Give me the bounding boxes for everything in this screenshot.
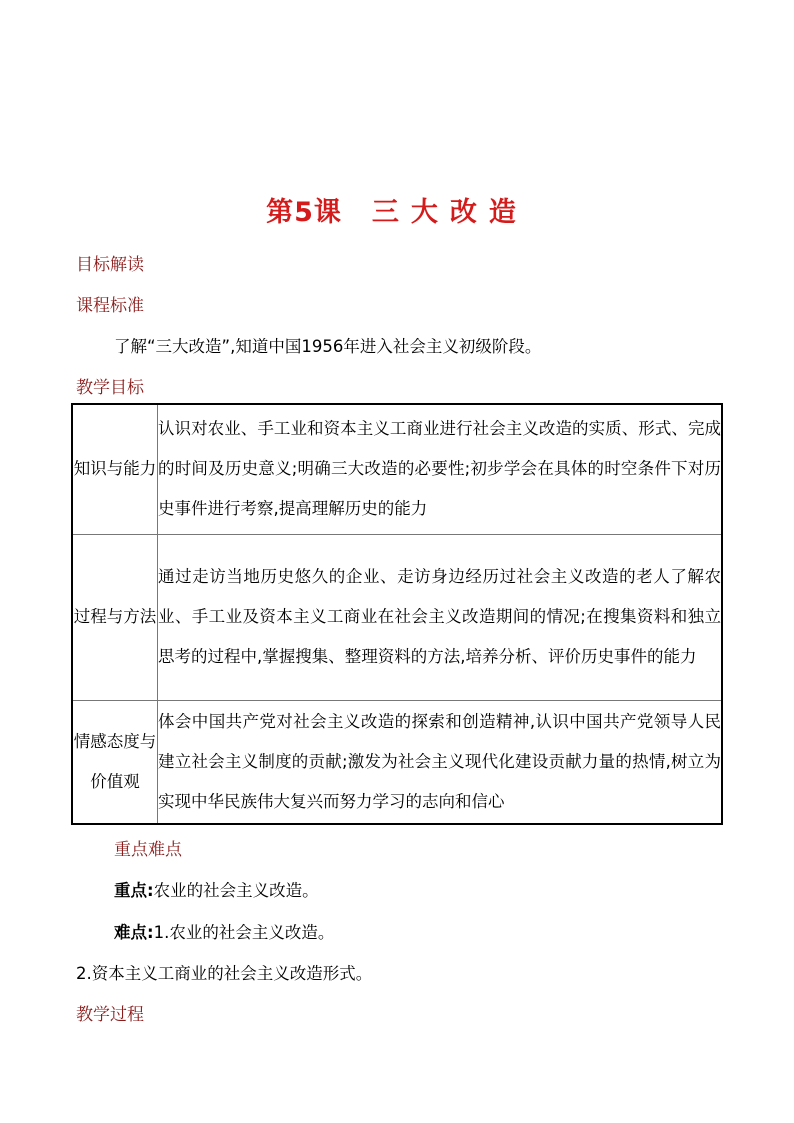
curriculum-standard-text: 了解“三大改造”,知道中国1956年进入社会主义初级阶段。 xyxy=(114,337,542,356)
table-row xyxy=(72,404,722,534)
teaching-goals-table xyxy=(71,403,723,825)
teaching-goals-heading: 教学目标 xyxy=(76,378,144,398)
table-row xyxy=(72,700,722,824)
key-point-label: 重点: xyxy=(114,881,154,900)
objectives-reading-heading: 目标解读 xyxy=(76,255,144,275)
goal-content: 通过走访当地历史悠久的企业、走访身边经历过社会主义改造的老人了解农业、手工业及资本主义工商业在社会主义改造期间的情况;在搜集资料和独立思考的过程中,掌握搜集、整理资料的方法,培养分析、评价历史事件的能力 xyxy=(158,534,723,700)
goal-content: 体会中国共产党对社会主义改造的探索和创造精神,认识中国共产党领导人民建立社会主义制度的贡献;激发为社会主义现代化建设贡献力量的热情,树立为实现中华民族伟大复兴而努力学习的志向和信心 xyxy=(158,700,723,824)
key-difficult-heading: 重点难点 xyxy=(114,840,182,860)
key-point-text: 农业的社会主义改造。 xyxy=(153,881,319,900)
goal-label: 知识与能力 xyxy=(72,404,158,534)
difficult-point-line xyxy=(114,922,334,944)
key-point-line xyxy=(114,880,319,902)
goal-content: 认识对农业、手工业和资本主义工商业进行社会主义改造的实质、形式、完成的时间及历史意义;明确三大改造的必要性;初步学会在具体的时空条件下对历史事件进行考察,提高理解历史的能力 xyxy=(158,404,723,534)
teaching-process-heading: 教学过程 xyxy=(76,1005,144,1025)
lesson-number: 第5课 xyxy=(266,197,342,228)
difficult-point-item-2: 2.资本主义工商业的社会主义改造形式。 xyxy=(76,964,373,983)
curriculum-standard-heading: 课程标准 xyxy=(76,296,144,316)
lesson-name: 三大改造 xyxy=(371,197,528,228)
difficult-point-label: 难点: xyxy=(114,923,154,942)
lesson-title xyxy=(0,193,794,233)
goal-label: 情感态度与价值观 xyxy=(72,700,158,824)
goal-label: 过程与方法 xyxy=(72,534,158,700)
table-row xyxy=(72,534,722,700)
difficult-point-item-1: 1.农业的社会主义改造。 xyxy=(153,923,335,942)
